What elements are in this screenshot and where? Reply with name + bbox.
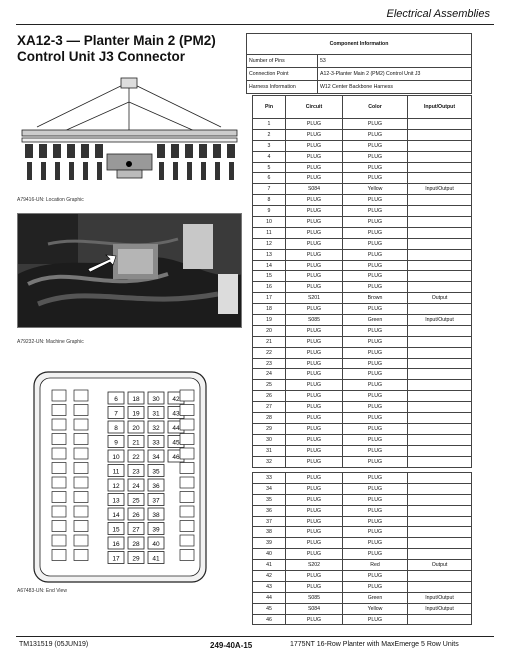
connector-cavity — [180, 535, 194, 546]
connector-pin-label: 28 — [132, 541, 140, 548]
table-row: 14 PLUG PLUG — [253, 260, 472, 271]
connector-cavity — [74, 419, 88, 430]
table-row: 35 PLUG PLUG — [253, 494, 472, 505]
connector-pin-label: 30 — [152, 396, 160, 403]
connector-pin-label: 18 — [132, 396, 140, 403]
connector-pin-label: 23 — [132, 468, 140, 476]
connector-pin-label: 8 — [114, 425, 118, 432]
connector-pin-label: 39 — [152, 526, 160, 534]
table-row: 1 PLUG PLUG — [253, 119, 472, 130]
connector-cavity — [52, 535, 66, 546]
connector-pin-label: 19 — [132, 410, 140, 418]
connector-cavity — [52, 419, 66, 430]
connector-pin-label: 46 — [172, 454, 180, 461]
table-row: 16 PLUG PLUG — [253, 282, 472, 293]
table-row: Number of Pins 53 — [247, 55, 472, 68]
table-row: 27 PLUG PLUG — [253, 402, 472, 413]
connector-pin-label: 37 — [152, 497, 160, 505]
connector-end-view — [30, 370, 210, 585]
connector-cavity — [52, 506, 66, 517]
io-header: Input/Output — [408, 96, 472, 119]
table-row: 18 PLUG PLUG — [253, 304, 472, 315]
connector-cavity — [74, 448, 88, 459]
table-row: 41 S202 Red Output — [253, 560, 472, 571]
table-row: 8 PLUG PLUG — [253, 195, 472, 206]
connector-pin-label: 40 — [152, 541, 160, 548]
connector-pin-label: 44 — [172, 425, 180, 432]
table-row: 2 PLUG PLUG — [253, 129, 472, 140]
connector-pin-label: 16 — [112, 541, 120, 548]
connector-pin-label: 10 — [112, 454, 120, 461]
connector-pin-label: 27 — [132, 526, 140, 534]
footer-doc-id: TM131519 (05JUN19) — [19, 641, 89, 648]
figure-caption: A67483-UN: End View — [17, 588, 67, 594]
table-row: 4 PLUG PLUG — [253, 151, 472, 162]
table-row: 45 S084 Yellow Input/Output — [253, 603, 472, 614]
connector-cavity — [74, 521, 88, 532]
table-row: 33 PLUG PLUG — [253, 473, 472, 484]
connector-cavity — [52, 390, 66, 401]
connector-pin-label: 41 — [152, 555, 160, 563]
table-row: 17 S201 Brown Output — [253, 293, 472, 304]
table-row: Harness Information W12 Center Backbone Harness — [247, 81, 472, 94]
table-row: 21 PLUG PLUG — [253, 336, 472, 347]
connector-pin-label: 20 — [132, 425, 140, 432]
table-row: 9 PLUG PLUG — [253, 206, 472, 217]
footer-description: 1775NT 16-Row Planter with MaxEmerge 5 Row Units — [290, 641, 459, 648]
location-graphic — [17, 72, 242, 192]
table-row: 44 S085 Green Input/Output — [253, 592, 472, 603]
table-row: 22 PLUG PLUG — [253, 347, 472, 358]
component-info-table — [246, 33, 472, 94]
connector-pin-label: 42 — [172, 396, 180, 403]
table-row: 30 PLUG PLUG — [253, 434, 472, 445]
pin-header: Pin — [253, 96, 286, 119]
table-row: 6 PLUG PLUG — [253, 173, 472, 184]
table-row: 26 PLUG PLUG — [253, 391, 472, 402]
connector-pin-label: 6 — [114, 396, 118, 403]
connector-pin-label: 35 — [152, 468, 160, 476]
connector-cavity — [52, 492, 66, 503]
footer-rule — [16, 636, 494, 637]
connector-cavity — [180, 550, 194, 561]
machine-photo-graphic — [18, 214, 242, 328]
connector-pin-label: 43 — [172, 410, 180, 418]
connector-pin-label: 11 — [112, 468, 120, 476]
table-row: 32 PLUG PLUG — [253, 456, 472, 467]
table-row: 36 PLUG PLUG — [253, 505, 472, 516]
connector-cavity — [180, 390, 194, 401]
connector-cavity — [74, 550, 88, 561]
table-row: 19 S085 Green Input/Output — [253, 315, 472, 326]
planter-drawing — [17, 72, 242, 192]
table-row: 39 PLUG PLUG — [253, 538, 472, 549]
connector-cavity — [52, 434, 66, 445]
connector-pin-label: 38 — [152, 512, 160, 519]
connector-pin-label: 36 — [152, 483, 160, 490]
table-row: 38 PLUG PLUG — [253, 527, 472, 538]
connector-pin-label: 34 — [152, 454, 160, 461]
connector-cavity — [180, 477, 194, 488]
circuit-header: Circuit — [286, 96, 343, 119]
connector-cavity — [74, 390, 88, 401]
header-rule — [16, 24, 494, 25]
connector-cavity — [52, 448, 66, 459]
connector-cavity — [52, 550, 66, 561]
connector-cavity — [74, 506, 88, 517]
table-row: 42 PLUG PLUG — [253, 571, 472, 582]
connector-pin-label: 25 — [132, 497, 140, 505]
figure-caption: A79232-UN: Machine Graphic — [17, 339, 84, 345]
connector-pin-label: 26 — [132, 512, 140, 519]
table-row: 25 PLUG PLUG — [253, 380, 472, 391]
connector-pin-label: 13 — [112, 497, 120, 505]
connector-pin-label: 7 — [114, 410, 118, 418]
connector-pin-label: 9 — [114, 439, 118, 447]
figure-caption: A79416-UN: Location Graphic — [17, 197, 84, 203]
connector-cavity — [74, 492, 88, 503]
table-row: 15 PLUG PLUG — [253, 271, 472, 282]
connector-pin-label: 21 — [132, 439, 140, 447]
connector-cavity — [74, 477, 88, 488]
table-row: 5 PLUG PLUG — [253, 162, 472, 173]
connector-cavity — [52, 463, 66, 474]
connector-pin-label: 33 — [152, 439, 160, 447]
footer-page-number: 249-40A-15 — [210, 641, 253, 650]
connector-cavity — [180, 419, 194, 430]
connector-cavity — [74, 535, 88, 546]
connector-pin-label: 32 — [152, 425, 160, 432]
table-row: 37 PLUG PLUG — [253, 516, 472, 527]
connector-pin-label: 14 — [112, 512, 120, 519]
connector-cavity — [74, 463, 88, 474]
connector-cavity — [180, 492, 194, 503]
connector-cavity — [180, 463, 194, 474]
connector-pin-label: 12 — [112, 483, 120, 490]
pin-table — [252, 95, 472, 468]
table-row: 12 PLUG PLUG — [253, 238, 472, 249]
table-row: 7 S084 Yellow Input/Output — [253, 184, 472, 195]
connector-pin-label: 29 — [132, 555, 140, 563]
connector-cavity — [180, 506, 194, 517]
table-row: 10 PLUG PLUG — [253, 217, 472, 228]
connector-cavity — [180, 434, 194, 445]
table-row: 46 PLUG PLUG — [253, 614, 472, 625]
table-row: 31 PLUG PLUG — [253, 445, 472, 456]
table-row: 40 PLUG PLUG — [253, 549, 472, 560]
machine-photo — [17, 213, 242, 328]
connector-cavity — [180, 448, 194, 459]
table-row: Connection Point A12-3-Planter Main 2 (PM2) Control Unit J3 — [247, 68, 472, 81]
section-header: Electrical Assemblies — [386, 8, 490, 20]
table-row: 23 PLUG PLUG — [253, 358, 472, 369]
table-row: 28 PLUG PLUG — [253, 413, 472, 424]
connector-cavity — [52, 477, 66, 488]
connector-cavity — [180, 405, 194, 416]
connector-cavity — [52, 405, 66, 416]
table-row: 29 PLUG PLUG — [253, 423, 472, 434]
table-row: 43 PLUG PLUG — [253, 581, 472, 592]
connector-pin-label: 15 — [112, 526, 120, 534]
connector-cavity — [52, 521, 66, 532]
color-header: Color — [343, 96, 408, 119]
component-info-heading: Component Information — [247, 34, 472, 55]
connector-pin-label: 22 — [132, 454, 140, 461]
table-row: 3 PLUG PLUG — [253, 140, 472, 151]
connector-cavity — [180, 521, 194, 532]
table-row: 11 PLUG PLUG — [253, 227, 472, 238]
connector-pin-label: 24 — [132, 483, 140, 490]
table-row: 34 PLUG PLUG — [253, 483, 472, 494]
page-title: XA12-3 — Planter Main 2 (PM2) Control Unit J3 Connector — [17, 33, 216, 64]
connector-pin-label: 45 — [172, 439, 180, 447]
table-row: 13 PLUG PLUG — [253, 249, 472, 260]
connector-cavity — [74, 434, 88, 445]
connector-cavity — [74, 405, 88, 416]
table-row: 24 PLUG PLUG — [253, 369, 472, 380]
table-row: 20 PLUG PLUG — [253, 325, 472, 336]
connector-drawing — [30, 370, 210, 585]
connector-pin-label: 31 — [152, 410, 160, 418]
pin-table-continued — [252, 472, 472, 625]
connector-pin-label: 17 — [112, 555, 120, 563]
